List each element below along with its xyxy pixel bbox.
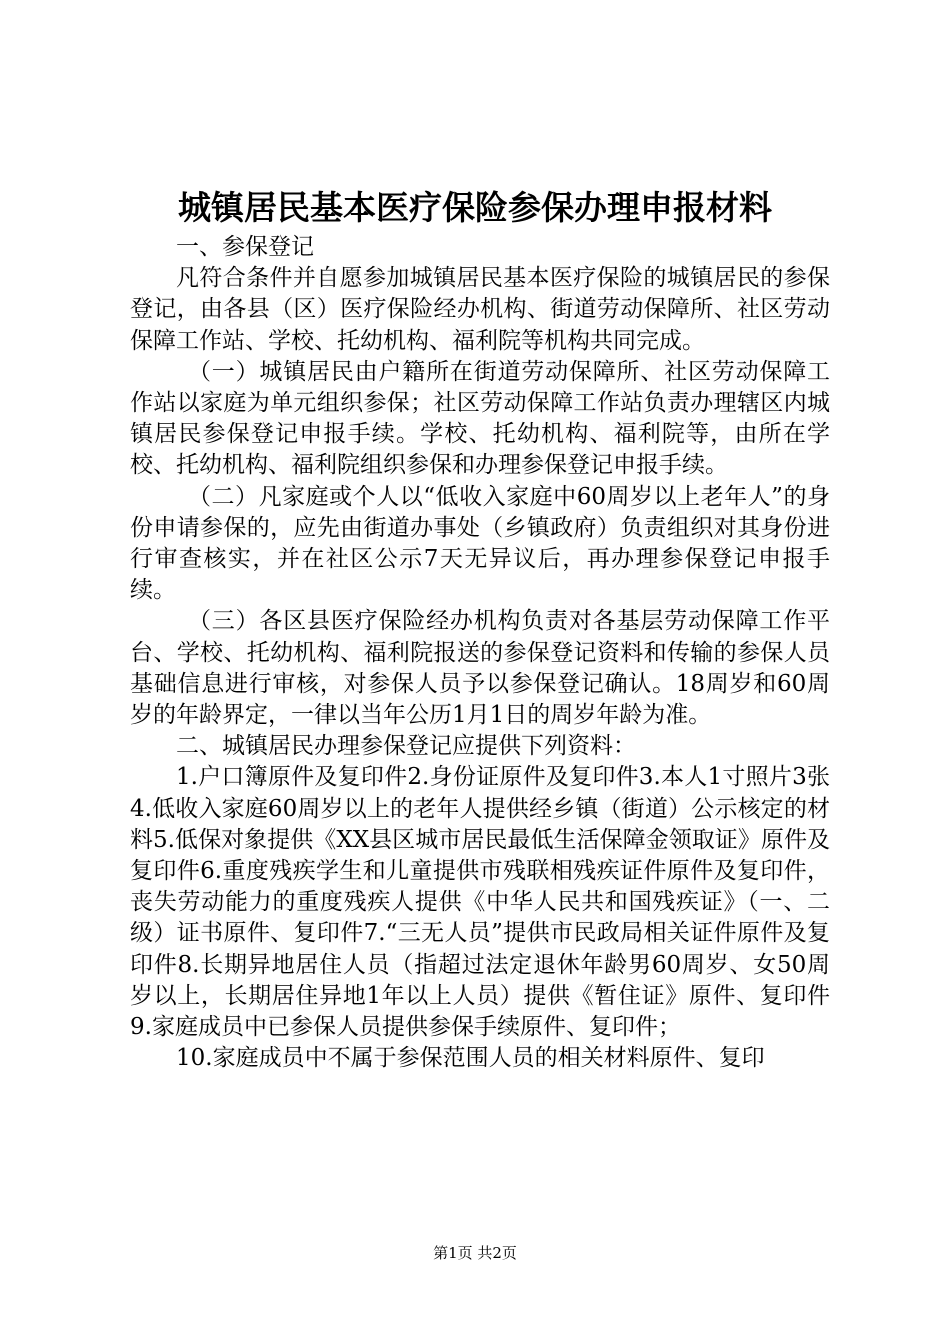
paragraph-item-three: （三）各区县医疗保险经办机构负责对各基层劳动保障工作平台、学校、托幼机构、福利院报送的参保登记资料和传输的参保人员基础信息进行审核，对参保人员予以参保登记确认。18周岁和60周岁的年龄界定，一律以当年公历1月1日的周岁年龄为准。 xyxy=(130,608,830,729)
section-heading-registration: 一、参保登记 xyxy=(176,234,314,260)
paragraph-registration-intro: 凡符合条件并自愿参加城镇居民基本医疗保险的城镇居民的参保登记，由各县（区）医疗保险经办机构、街道劳动保障所、社区劳动保障工作站、学校、托幼机构、福利院等机构共同完成。 xyxy=(130,265,830,354)
paragraph-item-one: （一）城镇居民由户籍所在街道劳动保障所、社区劳动保障工作站以家庭为单元组织参保；社区劳动保障工作站负责办理辖区内城镇居民参保登记申报手续。学校、托幼机构、福利院等，由所在学校、托幼机构、福利院组织参保和办理参保登记申报手续。 xyxy=(130,358,830,479)
page-indicator: 第1页 共2页 xyxy=(433,1244,517,1262)
paragraph-materials-continued: 10.家庭成员中不属于参保范围人员的相关材料原件、复印 xyxy=(176,1045,765,1072)
paragraph-item-two: （二）凡家庭或个人以“低收入家庭中60周岁以上老年人”的身份申请参保的，应先由街道办事处（乡镇政府）负责组织对其身份进行审查核实，并在社区公示7天无异议后，再办理参保登记申报手续。 xyxy=(130,483,830,604)
document-title: 城镇居民基本医疗保险参保办理申报材料 xyxy=(178,188,772,227)
document-body xyxy=(130,232,830,1074)
section-heading-materials: 二、城镇居民办理参保登记应提供下列资料： xyxy=(176,733,636,760)
paragraph-materials-list: 1.户口簿原件及复印件2.身份证原件及复印件3.本人1寸照片3张4.低收入家庭60周岁以上的老年人提供经乡镇（街道）公示核定的材料5.低保对象提供《XX县区城市居民最低生活保障金领取证》原件及复印件6.重度残疾学生和儿童提供市残联相残疾证件原件及复印件，丧失劳动能力的重度残疾人提供《中华人民共和国残疾证》（一、二级）证书原件、复印件7.“三无人员”提供市民政局相关证件原件及复印件8.长期异地居住人员（指超过法定退休年龄男60周岁、女50周岁以上，长期居住异地1年以上人员）提供《暂住证》原件、复印件9.家庭成员中已参保人员提供参保手续原件、复印件； xyxy=(130,764,830,1041)
